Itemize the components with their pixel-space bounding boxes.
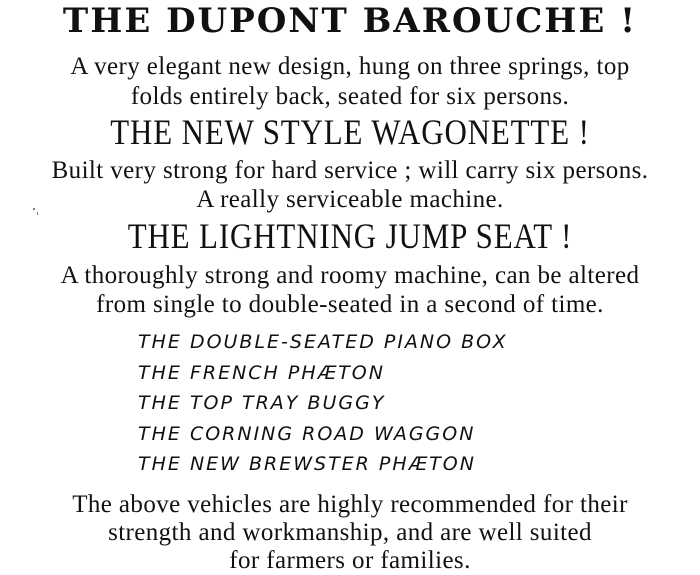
closing-line-3: for farmers or families.	[229, 547, 471, 574]
barouche-description-line-1: A very elegant new design, hung on three springs, top	[70, 53, 630, 80]
list-item: THE DOUBLE-SEATED PIANO BOX	[138, 331, 508, 353]
list-item: THE TOP TRAY BUGGY	[138, 392, 386, 414]
print-speck	[33, 208, 35, 210]
list-item: THE FRENCH PHÆTON	[138, 361, 385, 384]
vehicle-list	[138, 330, 508, 483]
heading-dupont-barouche: THE DUPONT BAROUCHE !	[62, 1, 638, 41]
closing-line-1: The above vehicles are highly recommended for their	[72, 491, 628, 518]
closing-line-2: strength and workmanship, and are well suited	[108, 519, 592, 546]
heading-new-style-wagonette: THE NEW STYLE WAGONETTE !	[110, 112, 590, 152]
heading-lightning-jump-seat: THE LIGHTNING JUMP SEAT !	[127, 216, 573, 256]
list-item: THE NEW BREWSTER PHÆTON	[138, 453, 476, 475]
jump-seat-description-line-1: A thoroughly strong and roomy machine, can be altered	[60, 262, 640, 289]
jump-seat-description-line-2: from single to double-seated in a second of time.	[96, 291, 604, 318]
wagonette-description-line-2: A really serviceable machine.	[196, 186, 504, 213]
print-speck	[37, 212, 38, 215]
list-item: THE CORNING ROAD WAGGON	[138, 422, 476, 445]
wagonette-description-line-1: Built very strong for hard service ; will carry six persons.	[51, 157, 649, 184]
barouche-description-line-2: folds entirely back, seated for six persons.	[130, 83, 570, 110]
